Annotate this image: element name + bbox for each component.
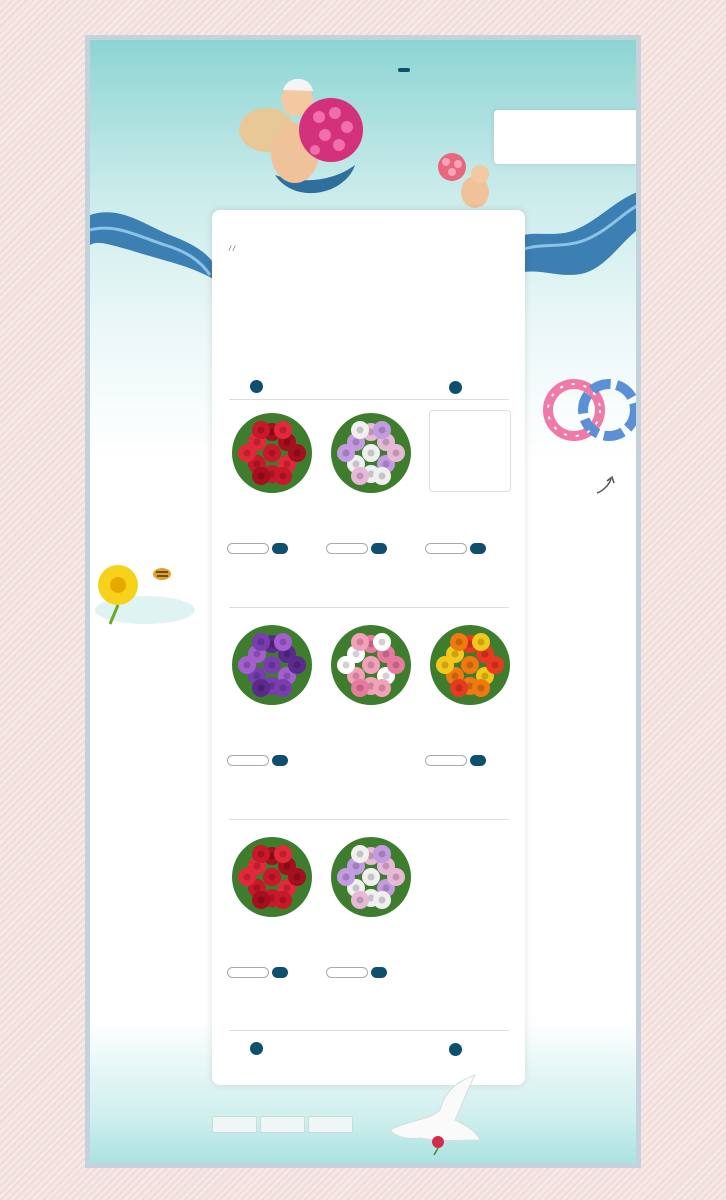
bouquet-image [328,410,414,496]
nav-about[interactable] [488,66,563,74]
buy-row [326,967,416,978]
buy-row [227,755,317,766]
nav-feedback[interactable] [563,66,633,74]
top-navigation [398,66,628,81]
page-number[interactable] [464,1043,477,1056]
drape-left-decoration [90,205,215,280]
per-page-option[interactable] [280,380,293,393]
divider [229,819,509,820]
page-number[interactable] [434,1043,447,1056]
counter-badge[interactable] [212,1116,257,1133]
page-numbers [426,1043,509,1056]
product-description [326,502,416,534]
product-image[interactable] [229,622,315,708]
quantity-input[interactable] [227,755,269,766]
product-description [227,502,317,534]
buy-row [227,967,317,978]
product-card [227,622,317,766]
buy-row [227,543,317,554]
buy-button[interactable] [272,967,288,978]
divider [229,1030,509,1031]
product-description [425,714,515,746]
dove-with-rose-image [380,1070,490,1155]
buy-row [326,543,416,554]
per-page-option[interactable] [265,380,278,393]
product-description [326,714,416,746]
page-number[interactable] [434,381,447,394]
bouquet-image [229,834,315,920]
divider [229,399,509,400]
quantity-input[interactable] [227,967,269,978]
counter-badge[interactable] [260,1116,305,1133]
nav-home[interactable] [398,68,410,72]
bouquet-image [328,622,414,708]
per-page-option[interactable] [295,1042,308,1055]
divider [229,607,509,608]
page-number[interactable] [449,381,462,394]
buy-button[interactable] [272,543,288,554]
curved-arrow-icon [595,475,617,495]
quantity-input[interactable] [425,543,467,554]
per-page-option[interactable] [235,1042,248,1055]
small-cupid-image [430,152,500,212]
bouquet-image [328,834,414,920]
product-card [425,410,515,554]
buy-button[interactable] [470,755,486,766]
page-frame [85,35,641,1168]
per-page-option[interactable] [265,1042,278,1055]
buy-button[interactable] [272,755,288,766]
product-card [227,834,317,978]
pager-top [229,380,509,394]
rose-rings-image [539,375,641,445]
page-numbers [426,381,509,394]
bouquet-image [229,622,315,708]
quantity-input[interactable] [326,967,368,978]
buy-row [425,755,515,766]
per-page-option[interactable] [250,1042,263,1055]
product-image[interactable] [328,410,414,496]
product-description [227,714,317,746]
per-page-option[interactable] [250,380,263,393]
buy-row [425,543,515,554]
drape-right-decoration [505,185,641,280]
product-description [425,502,515,534]
product-image[interactable] [328,622,414,708]
cupid-with-bouquet-image [235,55,365,220]
product-image[interactable] [229,410,315,496]
product-card [425,622,515,766]
quantity-input[interactable] [227,543,269,554]
page-number[interactable] [494,1043,507,1056]
product-card [326,410,416,554]
cart-widget [494,110,641,164]
product-card [326,834,416,978]
product-card [227,410,317,554]
page-number[interactable] [494,381,507,394]
dandelion-bee-image [90,560,200,625]
per-page-option[interactable] [295,380,308,393]
rose-categories [242,295,502,313]
product-description [227,926,317,958]
breadcrumb: / / [229,245,235,252]
no-photo-placeholder [429,410,511,492]
page-number[interactable] [464,381,477,394]
product-image[interactable] [427,410,513,496]
pager-bottom [229,1042,509,1056]
per-page-option[interactable] [235,380,248,393]
page-number[interactable] [449,1043,462,1056]
product-description [326,926,416,958]
page-number[interactable] [479,381,492,394]
per-page-option[interactable] [280,1042,293,1055]
page-number[interactable] [479,1043,492,1056]
buy-button[interactable] [371,543,387,554]
product-image[interactable] [328,834,414,920]
product-image[interactable] [427,622,513,708]
buy-button[interactable] [371,967,387,978]
main-content [212,210,525,1085]
product-image[interactable] [229,834,315,920]
counter-badge[interactable] [308,1116,353,1133]
quantity-input[interactable] [425,755,467,766]
bouquet-image [229,410,315,496]
buy-button[interactable] [470,543,486,554]
per-page-options [235,1042,310,1057]
quantity-input[interactable] [326,543,368,554]
per-page-options [235,380,310,395]
bouquet-image [427,622,513,708]
product-card [326,622,416,755]
